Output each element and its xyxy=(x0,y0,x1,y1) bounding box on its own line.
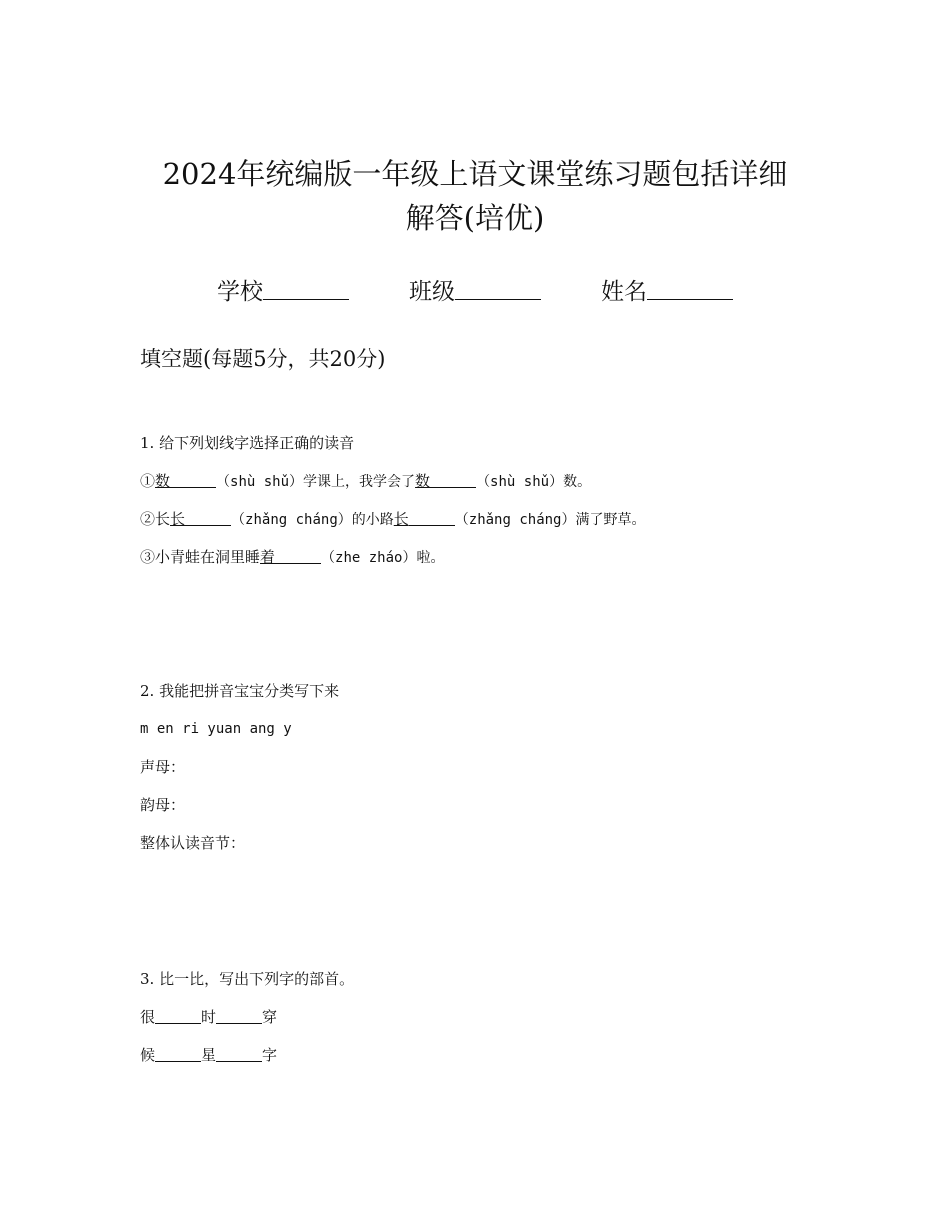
radical-char: 穿 xyxy=(262,1008,278,1026)
document-title xyxy=(90,152,860,240)
answer-blank[interactable] xyxy=(170,470,216,488)
title-line-2: 解答(培优) xyxy=(405,201,545,235)
school-label: 学校 xyxy=(217,279,263,305)
question-3 xyxy=(140,966,354,1080)
question-3-heading: 3. 比一比，写出下列字的部首。 xyxy=(140,970,355,988)
radical-char: 字 xyxy=(262,1046,278,1064)
school-blank[interactable] xyxy=(263,277,349,300)
student-info-row xyxy=(0,276,950,308)
item-prefix: ③小青蛙在洞里睡 xyxy=(140,548,261,566)
name-label: 姓名 xyxy=(601,279,647,305)
pinyin-options: （zhe zháo）啦。 xyxy=(321,550,445,566)
pinyin-options: （shù shǔ）学课上，我学会了 xyxy=(216,474,416,490)
radical-blank[interactable] xyxy=(216,1044,262,1062)
underlined-char: 长 xyxy=(393,510,409,528)
item-prefix: ②长 xyxy=(140,510,171,528)
radical-char: 很 xyxy=(140,1008,156,1026)
pinyin-list: m en ri yuan ang y xyxy=(140,721,292,737)
shengmu-answer-line[interactable]: 声母： xyxy=(140,758,186,776)
question-2 xyxy=(140,678,339,868)
name-field[interactable] xyxy=(601,276,733,308)
answer-blank[interactable] xyxy=(430,470,476,488)
school-field[interactable] xyxy=(217,276,349,308)
radical-row-1 xyxy=(140,1004,354,1042)
pinyin-options: （zhǎng cháng）满了野草。 xyxy=(454,512,646,528)
answer-blank[interactable] xyxy=(409,508,455,526)
class-label: 班级 xyxy=(409,279,455,305)
radical-blank[interactable] xyxy=(216,1006,262,1024)
answer-blank[interactable] xyxy=(275,546,321,564)
question-1-item-1 xyxy=(140,468,645,506)
yunmu-answer-line[interactable]: 韵母： xyxy=(140,796,186,814)
question-2-heading: 2. 我能把拼音宝宝分类写下来 xyxy=(140,682,340,700)
underlined-char: 数 xyxy=(415,472,431,490)
radical-row-2 xyxy=(140,1042,354,1080)
title-line-1: 2024年统编版一年级上语文课堂练习题包括详细 xyxy=(162,157,788,191)
question-1 xyxy=(140,430,645,582)
pinyin-options: （zhǎng cháng）的小路 xyxy=(231,512,394,528)
class-blank[interactable] xyxy=(455,277,541,300)
underlined-char: 数 xyxy=(155,472,171,490)
class-field[interactable] xyxy=(409,276,541,308)
question-1-heading: 1. 给下列划线字选择正确的读音 xyxy=(140,434,355,452)
radical-blank[interactable] xyxy=(155,1044,201,1062)
question-1-item-2 xyxy=(140,506,645,544)
pinyin-options: （shù shǔ）数。 xyxy=(476,474,592,490)
radical-char: 候 xyxy=(140,1046,156,1064)
name-blank[interactable] xyxy=(647,277,733,300)
zhengti-answer-line[interactable]: 整体认读音节： xyxy=(140,834,246,852)
underlined-char: 着 xyxy=(260,548,276,566)
radical-blank[interactable] xyxy=(155,1006,201,1024)
radical-char: 时 xyxy=(201,1008,217,1026)
underlined-char: 长 xyxy=(170,510,186,528)
answer-blank[interactable] xyxy=(185,508,231,526)
radical-char: 星 xyxy=(201,1046,217,1064)
section-title: 填空题(每题5分，共20分) xyxy=(140,347,386,371)
item-prefix: ① xyxy=(140,472,156,490)
question-1-item-3 xyxy=(140,544,645,582)
